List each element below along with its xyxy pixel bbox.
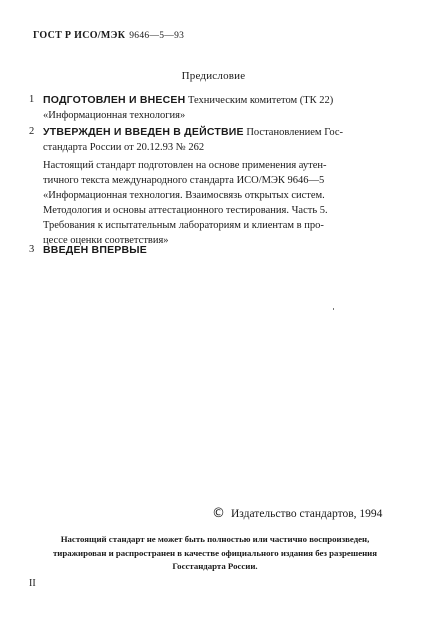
copyright-icon: ©	[212, 506, 225, 521]
standard-number: 9646—5—93	[129, 31, 185, 41]
item-text-continued: «Информационная технология»	[43, 109, 186, 121]
paragraph-line: «Информационная технология. Взаимосвязь открытых систем.	[43, 190, 325, 201]
preface-item-3	[29, 243, 391, 259]
basis-paragraph	[43, 158, 395, 248]
paragraph-line: цессе оценки соответствия»	[43, 235, 169, 246]
copyright-text: Издательство стандартов, 1994	[231, 508, 383, 520]
item-heading: ВВЕДЕН ВПЕРВЫЕ	[43, 244, 147, 256]
item-number: 1	[29, 94, 35, 105]
print-speck	[333, 308, 334, 310]
paragraph-line: Требования к испытательным лабораториям и клиентам в про-	[43, 220, 324, 231]
notice-line: Госстандарта России.	[172, 561, 258, 571]
item-number: 2	[29, 126, 35, 137]
item-text: Постановлением Гос-	[246, 127, 344, 138]
paragraph-line: тичного текста международного стандарта ИСО/МЭК 9646—5	[43, 175, 325, 186]
item-number: 3	[29, 244, 35, 255]
preface-item-1	[29, 93, 391, 123]
notice-line: тиражирован и распространен в качестве официального издания без разрешения	[52, 547, 378, 558]
section-title: Предисловие	[181, 70, 246, 82]
copyright-line	[212, 506, 382, 521]
document-header	[33, 30, 184, 41]
item-heading: ПОДГОТОВЛЕН И ВНЕСЕН	[43, 94, 186, 106]
paragraph-line: Настоящий стандарт подготовлен на основе применения аутен-	[43, 160, 327, 171]
item-text-continued: стандарта России от 20.12.93 № 262	[43, 141, 205, 153]
notice-line: Настоящий стандарт не может быть полностью или частично воспроизведен,	[60, 534, 370, 544]
item-heading: УТВЕРЖДЕН И ВВЕДЕН В ДЕЙСТВИЕ	[43, 126, 244, 138]
reproduction-notice	[30, 533, 400, 574]
item-text: Техническим комитетом (ТК 22)	[187, 95, 334, 106]
page-number: II	[29, 578, 36, 589]
paragraph-line: Методология и основы аттестационного тестирования. Часть 5.	[43, 205, 328, 216]
standard-code: ГОСТ Р ИСО/МЭК	[33, 30, 126, 41]
preface-item-2	[29, 125, 391, 155]
